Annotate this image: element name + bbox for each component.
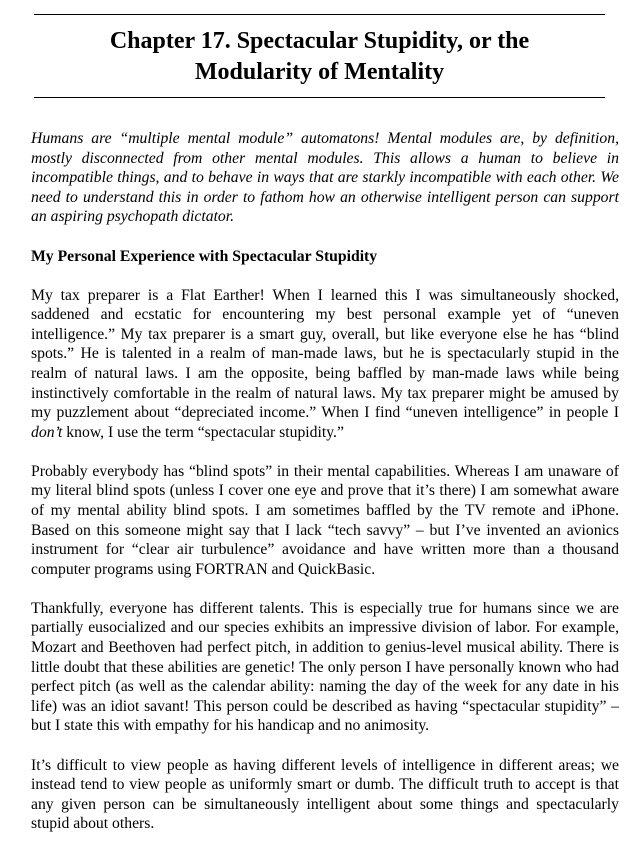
body-paragraph-1 [31, 286, 619, 443]
chapter-body [31, 129, 619, 834]
section-heading: My Personal Experience with Spectacular Stupidity [31, 247, 378, 265]
paragraph-1-text-end: know, I use the term “spectacular stupidity.” [62, 423, 344, 441]
body-paragraph-4: It’s difficult to view people as having different levels of intelligence in different areas; we instead tend to view people as uniformly smart or dumb. The difficult truth to accept is that any given person can be simultaneously intelligent about some things and spectacularly stupid about others. [31, 756, 619, 833]
body-paragraph-2: Probably everybody has “blind spots” in their mental capabilities. Whereas I am unaware of my literal blind spots (unless I cover one eye and prove that it’s there) I am somewhat aware of my mental ability blind spots. I am sometimes baffled by the TV remote and iPhone. Based on this someone might say that I lack “tech savvy” – but I’ve invented an avionics instrument for “clear air turbulence” avoidance and have written more than a thousand computer programs using FORTRAN and QuickBasic. [31, 462, 619, 578]
chapter-title [28, 26, 611, 88]
bottom-rule [34, 97, 605, 98]
chapter-title-line-2: Modularity of Mentality [194, 59, 445, 85]
chapter-intro: Humans are “multiple mental module” automatons! Mental modules are, by definition, mostly disconnected from other mental modules. This allows a human to believe in incompatible things, and to behave in ways that are starkly incompatible with each other. We need to understand this in order to fathom how an otherwise intelligent person can support an aspiring psychopath dictator. [31, 130, 619, 226]
chapter-title-line-1: Chapter 17. Spectacular Stupidity, or the [109, 28, 530, 54]
body-paragraph-3: Thankfully, everyone has different talents. This is especially true for humans since we are partially eusocialized and our species exhibits an impressive division of labor. For example, Mozart and Beethoven had perfect pitch, in addition to genius-level musical ability. There is little doubt that these abilities are genetic! The only person I have personally known who had perfect pitch (as well as the calendar ability: naming the day of the week for any date in his life) was an idiot savant! This person could be described as having “spectacular stupidity” – but I state this with empathy for his handicap and no animosity. [31, 599, 619, 735]
paragraph-1-text-start: My tax preparer is a Flat Earther! When I learned this I was simultaneously shocked, saddened and ecstatic for encountering my best personal example yet of “uneven intelligence.” My tax preparer is a smart guy, overall, but like everyone else he has “blind spots.” He is talented in a realm of man-made laws, but he is spectacularly stupid in the realm of natural laws. I am the opposite, being baffled by man-made laws while being instinctively comfortable in the realm of natural laws. My tax preparer might be amused by my puzzlement about “depreciated income.” When I find “uneven intelligence” in people I [31, 286, 619, 422]
paragraph-1-emphasis: don’t [31, 423, 63, 441]
top-rule [34, 14, 605, 15]
